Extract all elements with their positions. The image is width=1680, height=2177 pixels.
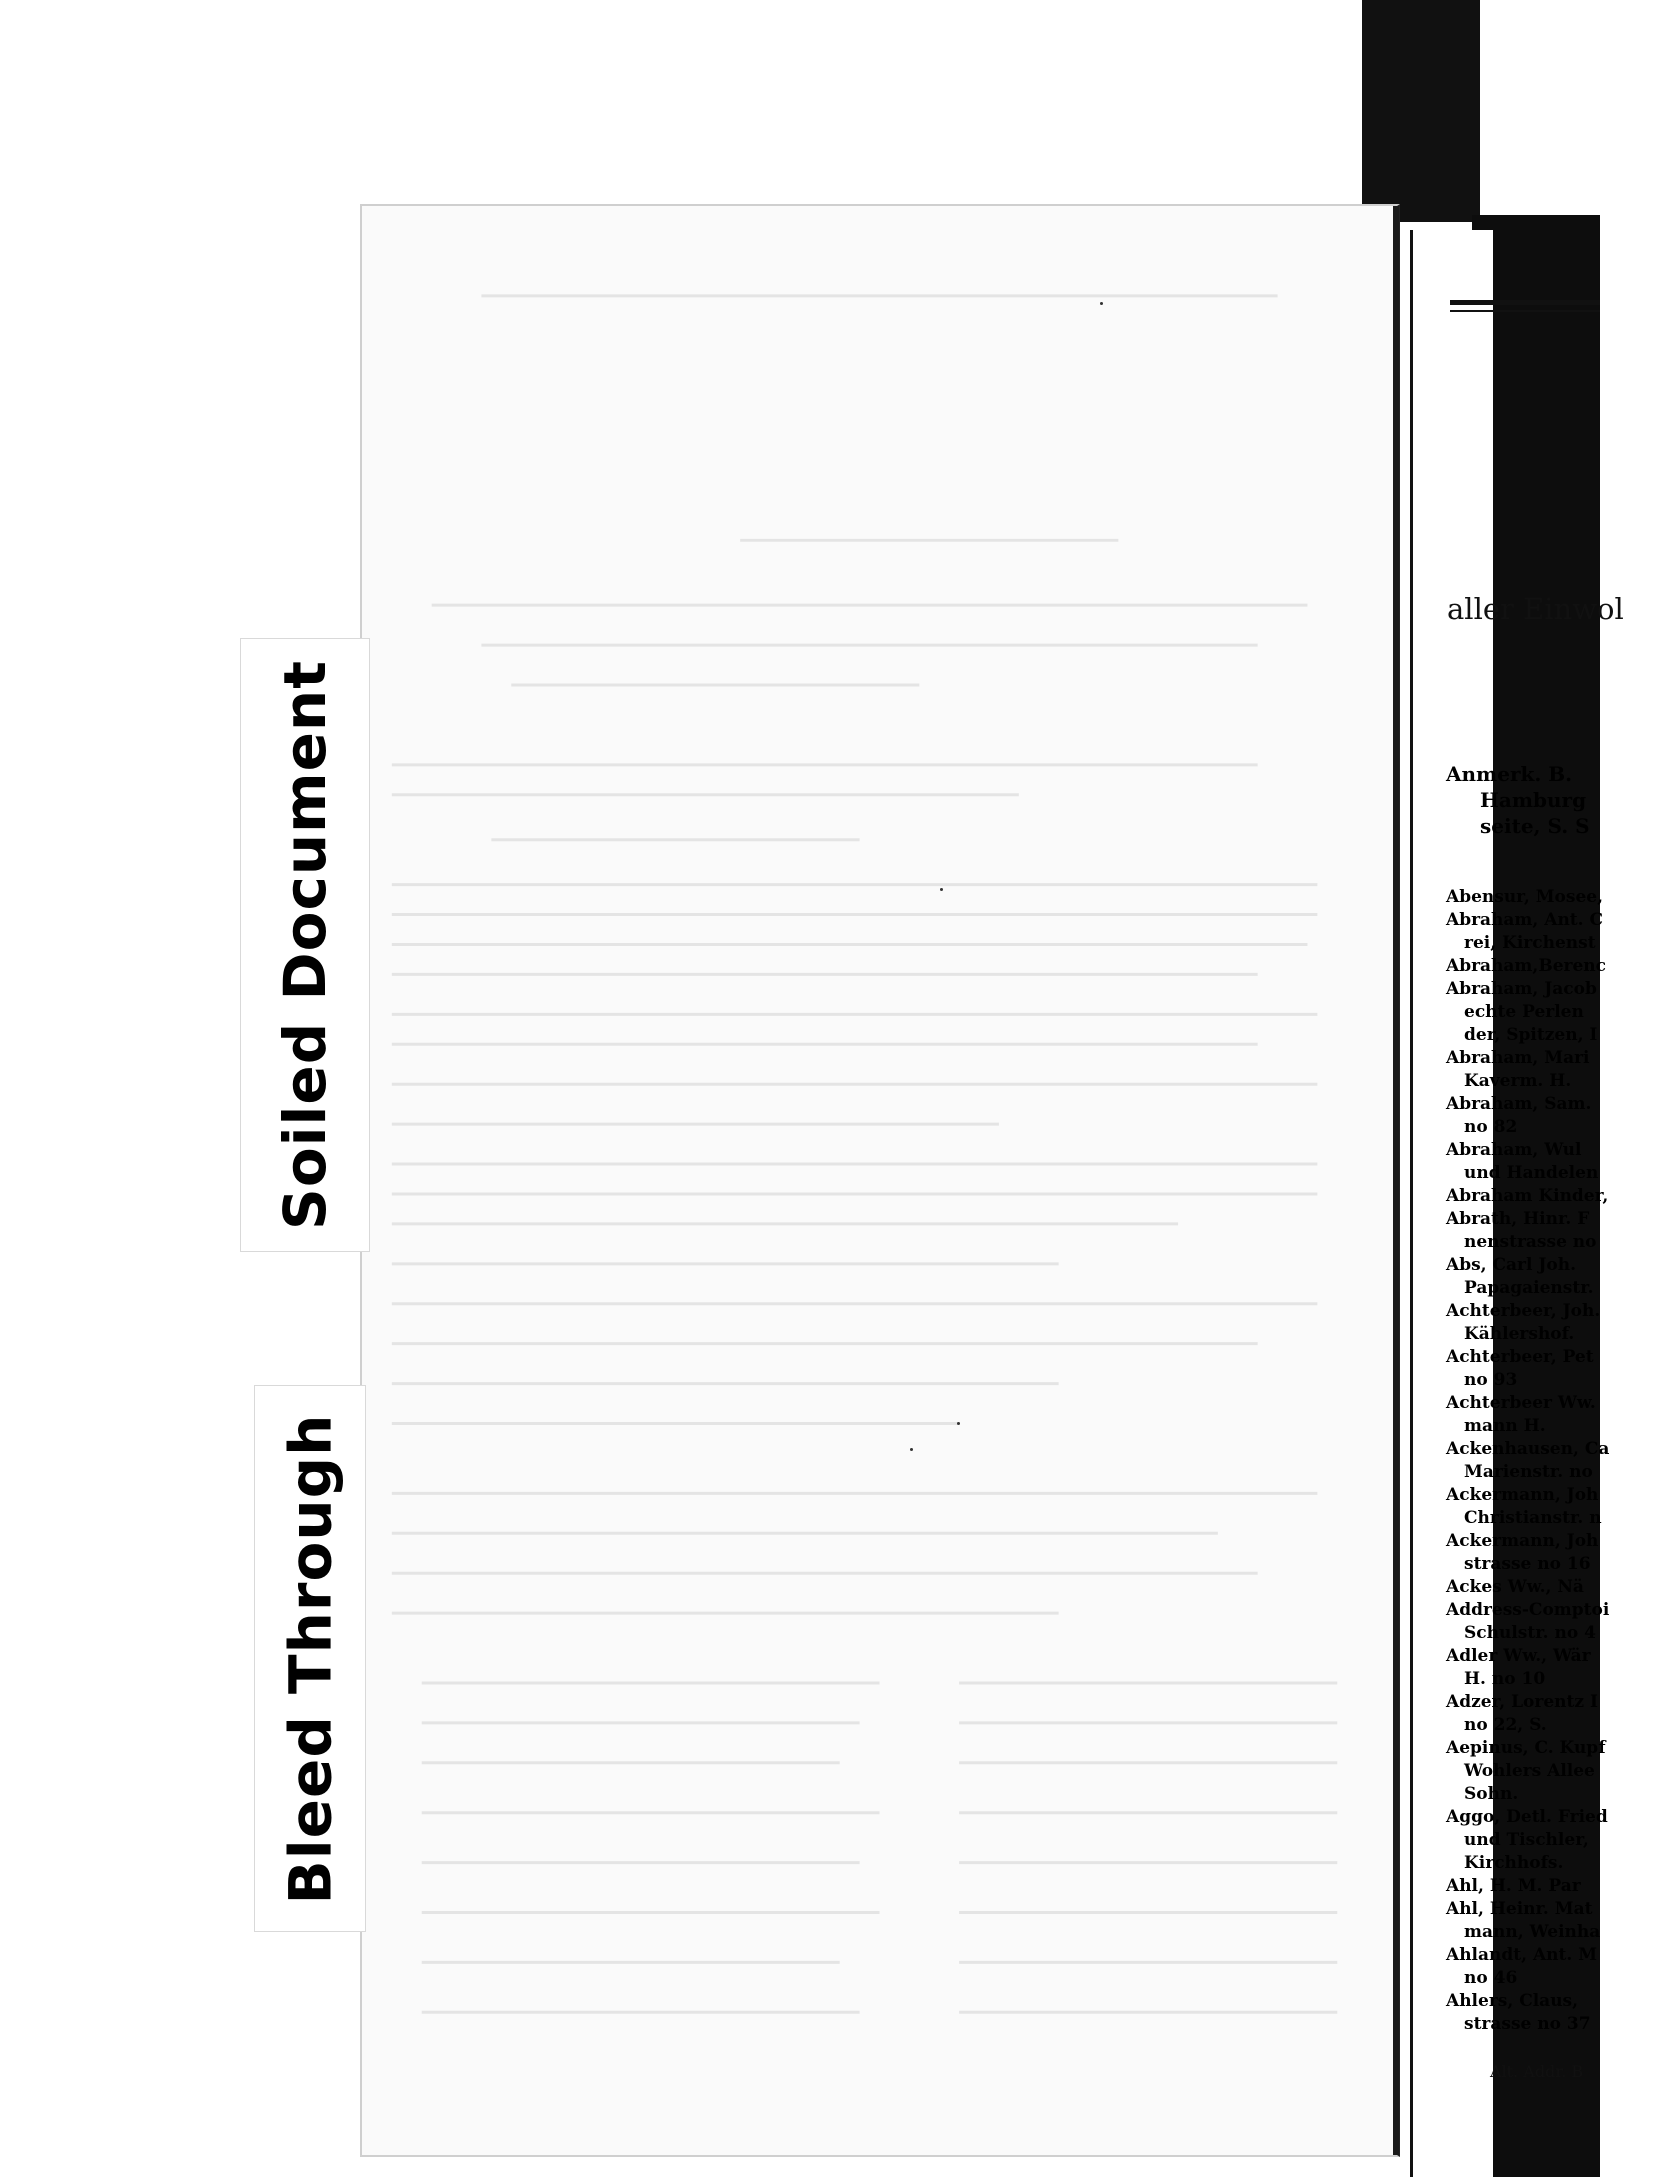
blank-left-page (360, 204, 1400, 2157)
directory-entry (1446, 1806, 1608, 1875)
directory-entry (1446, 1737, 1606, 1806)
entry-continuation: no 93 (1464, 1370, 1518, 1390)
directory-entry (1446, 909, 1604, 955)
entry-name: Abs, Carl Joh. (1446, 1255, 1577, 1275)
directory-entry (1446, 1990, 1600, 2036)
entry-continuation: und Handelen (1464, 1163, 1599, 1183)
note-line: seite, S. S (1480, 814, 1590, 838)
entry-name: Aepinus, C. Kupf (1446, 1738, 1606, 1758)
directory-entry (1446, 1898, 1600, 1944)
entry-continuation: H. no 10 (1464, 1669, 1546, 1689)
entry-continuation: rei, Kirchenst (1464, 933, 1596, 953)
entry-continuation: mann H. (1464, 1416, 1546, 1436)
entry-continuation: no 46 (1464, 1968, 1518, 1988)
speck (957, 1422, 960, 1425)
entry-name: Ackes Ww., Nä (1446, 1577, 1584, 1597)
directory-entry (1446, 978, 1600, 1047)
bleed-through-ghost-text (362, 206, 1397, 2155)
bleed-through-label (254, 1385, 366, 1932)
soiled-document-text: Soiled Document (271, 660, 340, 1230)
entry-name: Ackermann, Joh (1446, 1531, 1599, 1551)
entry-name: Ahlandt, Ant. M (1446, 1945, 1598, 1965)
entry-continuation: Kählershof. (1464, 1324, 1575, 1344)
entry-continuation: und Tischler, (1464, 1830, 1589, 1850)
speck (910, 1448, 913, 1451)
entry-name: Abraham Kinder, (1446, 1186, 1609, 1206)
entry-continuation: Christianstr. n (1464, 1508, 1602, 1528)
directory-heading: aller Einwol (1447, 592, 1624, 626)
entry-continuation: Wohlers Allee (1464, 1761, 1595, 1781)
bleed-through-text: Bleed Through (276, 1413, 345, 1904)
entry-name: Abraham, Sam. (1446, 1094, 1592, 1114)
directory-entry (1446, 1254, 1600, 1300)
directory-entry (1446, 1691, 1600, 1737)
entry-name: Abraham, Mari (1446, 1048, 1590, 1068)
page-footer: Alt. Addr. B (1490, 2062, 1584, 2081)
scanner-border-top (1362, 0, 1480, 222)
entry-name: Ahl, H. M. Par (1446, 1876, 1581, 1896)
directory-entries (1446, 886, 1610, 2116)
directory-entry (1446, 1093, 1600, 1139)
directory-entry (1446, 1139, 1600, 1185)
entry-name: Abraham, Ant. C (1446, 910, 1604, 930)
entry-continuation: strasse no 16 (1464, 1554, 1591, 1574)
directory-entry (1446, 1392, 1600, 1438)
entry-name: Adler Ww., Wär (1446, 1646, 1591, 1666)
header-rule-thick (1450, 300, 1600, 305)
entry-name: Ahl, Heinr. Mat (1446, 1899, 1593, 1919)
entry-continuation: Sohn. (1464, 1784, 1519, 1804)
entry-continuation: strasse no 37 (1464, 2014, 1591, 2034)
entry-name: Adzer, Lorentz I (1446, 1692, 1598, 1712)
header-rule-thin (1450, 310, 1600, 312)
entry-continuation: Schulstr. no 4 (1464, 1623, 1596, 1643)
directory-entry (1446, 1300, 1600, 1346)
directory-entry (1446, 1438, 1610, 1484)
speck (1100, 302, 1103, 305)
entry-name: Abraham, Jacob (1446, 979, 1597, 999)
note-line: Hamburg (1480, 788, 1587, 812)
directory-entry (1446, 1645, 1600, 1691)
entry-name: Achterbeer, Joh. (1446, 1301, 1601, 1321)
entry-continuation: no 82 (1464, 1117, 1518, 1137)
directory-entry (1446, 1944, 1600, 1990)
entry-name: Ackenhausen, Ca (1446, 1439, 1610, 1459)
entry-continuation: echte Perlen (1464, 1002, 1584, 1022)
entry-continuation: der, Spitzen, I (1464, 1025, 1598, 1045)
entry-name: Ackermann, Joh (1446, 1485, 1599, 1505)
directory-entry (1446, 955, 1606, 978)
entry-name: Aggo, Detl. Fried (1446, 1807, 1608, 1827)
entry-continuation: Papagaienstr. (1464, 1278, 1594, 1298)
directory-entry (1446, 1346, 1600, 1392)
directory-entry (1446, 1484, 1600, 1530)
entry-continuation: Kirchhofs. (1464, 1853, 1564, 1873)
directory-entry (1446, 1576, 1600, 1599)
directory-entry (1446, 1599, 1610, 1645)
entry-name: Address-Comptoi (1446, 1600, 1610, 1620)
entry-name: Achterbeer Ww. (1446, 1393, 1596, 1413)
note-line: Anmerk. B. (1446, 762, 1573, 786)
soiled-document-label (240, 638, 370, 1252)
entry-name: Abrath, Hinr. F (1446, 1209, 1590, 1229)
entry-name: Abraham, Wul (1446, 1140, 1582, 1160)
entry-continuation: Marienstr. no (1464, 1462, 1593, 1482)
entry-name: Achterbeer, Pet (1446, 1347, 1594, 1367)
directory-entry (1446, 1047, 1600, 1093)
directory-entry (1446, 1185, 1609, 1208)
entry-continuation: mann, Weinha (1464, 1922, 1601, 1942)
entry-continuation: no 22, S. (1464, 1715, 1547, 1735)
entry-continuation: nenstrasse no (1464, 1232, 1597, 1252)
directory-entry (1446, 1530, 1600, 1576)
entry-name: Ahlers, Claus, (1446, 1991, 1579, 2011)
directory-entry (1446, 886, 1604, 909)
entry-continuation: Kaverm. H. (1464, 1071, 1572, 1091)
entry-name: Abensur, Mosee, (1446, 887, 1604, 907)
speck (940, 888, 943, 891)
directory-entry (1446, 1208, 1600, 1254)
directory-entry (1446, 1875, 1600, 1898)
entry-name: Abraham,Berenc (1446, 956, 1606, 976)
